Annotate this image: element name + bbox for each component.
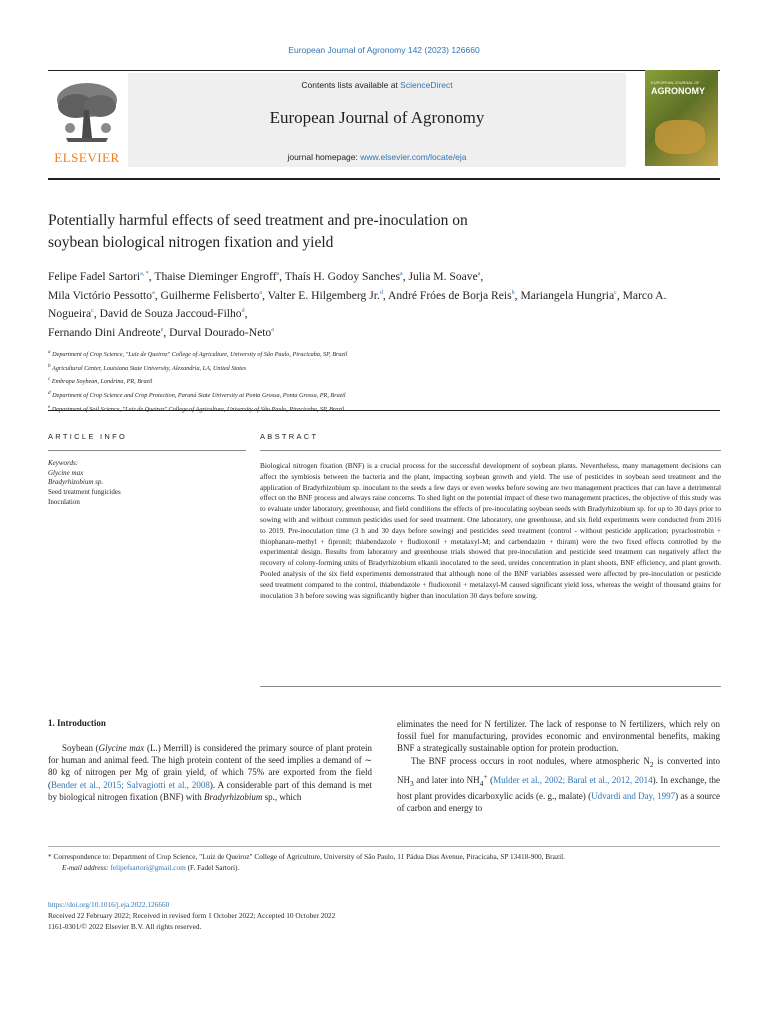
text-run: ) as a source of carbon and energy to	[397, 790, 720, 813]
affiliation-item	[48, 402, 720, 416]
text-run: and later into NH	[413, 774, 480, 785]
author-name[interactable]: David de Souza Jaccoud-Filho	[99, 307, 242, 320]
affiliation-item	[48, 347, 720, 361]
intro-paragraph: eliminates the need for N fertilizer. The lack of response to N fertilizers, which rely on fossil fuel for manufacturing, provides economic and environmental benefits, making BNF a strategically sustainable option for protein production.	[397, 719, 720, 754]
publication-info	[48, 899, 720, 932]
email-link[interactable]: felipefsartori@gmail.com	[110, 862, 186, 872]
author-separator: ,	[93, 307, 100, 320]
email-line	[48, 863, 720, 874]
email-suffix: (F. Fadel Sartori).	[185, 862, 240, 872]
subscript: 2	[649, 759, 654, 769]
elsevier-wordmark: ELSEVIER	[54, 150, 120, 165]
author-affiliation-mark[interactable]: a	[400, 271, 403, 278]
cover-grain-shape	[655, 120, 705, 154]
header-top-rule	[48, 70, 720, 71]
keyword-item: Glycine max	[48, 468, 84, 477]
author-affiliation-mark[interactable]: b	[511, 289, 515, 296]
author-affiliation-mark[interactable]: a	[276, 271, 280, 278]
abstract-rule	[260, 450, 721, 451]
doi-link[interactable]: https://doi.org/10.1016/j.eja.2022.126660	[48, 900, 170, 909]
author-separator: ,	[616, 288, 623, 302]
author-separator: ,	[163, 325, 170, 339]
affiliation-item	[48, 388, 720, 402]
author-affiliation-mark[interactable]: d	[241, 308, 245, 315]
citation-link[interactable]: Udvardi and Day, 1997	[591, 790, 676, 801]
text-run: (L.) Merrill) is considered the primary source of plant protein for human and animal feed. The high protein content of the seed implies a demand of ∼ 80 kg of nitrogen per Mg of grain yield, of which 75% are exported from the field (	[48, 743, 372, 790]
author-name[interactable]: Julia M. Soave	[408, 270, 478, 283]
received-dates: Received 22 February 2022; Received in revised form 1 October 2022; Accepted 10 October 2022	[48, 911, 336, 920]
homepage-line	[128, 152, 626, 162]
correspondence-note: * Correspondence to: Department of Crop Science, "Luiz de Queiroz" College of Agriculture, University of São Paulo, 11 Pádua Dias Avenue, Piracicaba, SP 13418-900, Brazil.	[48, 852, 565, 861]
author-name[interactable]: André Fróes de Borja Reis	[388, 288, 512, 302]
author-separator: ,	[148, 270, 155, 283]
title-line-2: soybean biological nitrogen fixation and yield	[48, 234, 334, 251]
text-run: Soybean (	[62, 743, 99, 753]
author-separator: ,	[382, 288, 388, 302]
genus-name: Bradyrhizobium	[203, 791, 263, 802]
citation-link[interactable]: Mulder et al., 2002; Baral et al., 2012, 2014	[493, 774, 653, 785]
homepage-prefix: journal homepage:	[287, 152, 361, 162]
author-name[interactable]: Thaís H. Godoy Sanches	[284, 270, 401, 283]
article-info-heading: ARTICLE INFO	[48, 432, 128, 441]
author-list	[48, 268, 688, 342]
subscript: 4	[479, 778, 484, 788]
author-name[interactable]: Thaise Dieminger Engroff	[154, 270, 277, 283]
journal-title: European Journal of Agronomy	[269, 108, 485, 127]
intro-paragraph	[397, 755, 720, 814]
intro-right-column	[397, 718, 720, 814]
affiliation-list	[48, 347, 720, 415]
abstract-text: Biological nitrogen fixation (BNF) is a crucial process for the successful development of soybean plants. Nevertheless, many management decisions can affect the symbiosis between the bacteria and the plant, impacting soybean growth and yield. The use of pesticides in soybean seed treatment and the application of Bradyrhizobium sp. inoculant to the seeds a few days or even weeks before sowing are two management practices that can have a detrimental effect on the BNF process and always raise concerns. To shed light on the potential impact of these two management practices, the objective of this study was to evaluate under laboratory, greenhouse, and field conditions the effects of pre-inoculating soybean seeds with Bradyrhizobium sp. for up to 30 days prior to sowing with and without common pesticides used for seed treatment. One laboratory, one greenhouse, and six field experiments were conducted from 2016 to 2019. Pre-inoculation time (3 h and 30 days before sowing) and pesticides seed treatment (control - without pesticide application; pyraclostrobin + thiophanate-methyl + fipronil; thiabendazole + fludioxonil + metalaxyl-M; and carbendazim + thiram) were the two fixed effects controlled by the experimental design. Results from laboratory and greenhouse trials showed that pre-inoculation and pesticide seed treatment can negatively affect the recovery of colony-forming units of Bradyrhizobium elkanii inoculated to the seed, ureides concentration in plant shoots, BNF efficiency, and plant growth. Pooled analysis of the six field experiments demonstrated that although none of the BNF variables assessed were affected by pre-inoculation or pesticide seed treatment compared to the control, thiabendazole + fludioxonil + metalaxyl-M caused significant yield loss, whereas the weight of thousand grains for inoculation 3 h before sowing was significantly higher than inoculation 30 days before sowing.	[260, 461, 721, 600]
affiliation-mark: a	[48, 349, 51, 355]
author-name[interactable]: Guilherme Felisberto	[160, 288, 260, 302]
affiliation-text: Department of Crop Science and Crop Protection, Paraná State University at Ponta Grossa, Ponta Grossa, PR, Brazil	[52, 392, 346, 400]
cover-subtitle: EUROPEAN JOURNAL OF	[651, 80, 700, 85]
keywords-block	[48, 459, 248, 508]
keyword-item: Seed treatment fungicides	[48, 488, 121, 497]
footnote-rule	[48, 846, 720, 847]
author-name[interactable]: Durval Dourado-Neto	[169, 325, 272, 339]
author-separator: ,	[262, 288, 268, 302]
author-separator: ,	[480, 270, 484, 283]
contents-line	[128, 80, 626, 90]
affiliation-mark: d	[48, 389, 51, 396]
affiliation-mark: e	[48, 403, 51, 410]
keyword-text: Bradyrhizobium sp.	[48, 478, 104, 487]
author-name[interactable]: Fernando Dini Andreote	[48, 325, 161, 339]
author-name[interactable]: Mariangela Hungria	[520, 288, 615, 302]
keyword-item	[48, 478, 248, 488]
affiliation-text: Embrapa Soybean, Londrina, PR, Brazil	[51, 378, 153, 386]
author-affiliation-mark[interactable]: d	[379, 289, 383, 296]
text-run: (	[487, 774, 494, 785]
contents-prefix: Contents lists available at	[301, 80, 401, 90]
author-name[interactable]: Marco A. Nogueira	[48, 288, 667, 320]
text-run: sp., which	[262, 791, 302, 802]
footnote	[48, 852, 720, 874]
introduction-heading: 1. Introduction	[48, 718, 106, 728]
author-separator: ,	[244, 307, 248, 320]
journal-reference[interactable]: European Journal of Agronomy 142 (2023) 126660	[288, 45, 480, 55]
author-affiliation-mark[interactable]: c	[91, 308, 94, 315]
intro-paragraph	[48, 742, 372, 803]
author-name[interactable]: Felipe Fadel Sartori	[48, 270, 141, 283]
author-separator: ,	[279, 270, 285, 283]
author-affiliation-mark[interactable]: a	[259, 289, 263, 296]
text-run: is converted into NH	[397, 755, 720, 785]
email-label: E-mail address:	[62, 862, 111, 872]
author-affiliation-mark[interactable]: a, *	[140, 271, 149, 278]
author-affiliation-mark[interactable]: a	[271, 326, 274, 333]
affiliation-text: Department of Crop Science, "Luiz de Queiroz" College of Agriculture, University of São Paulo, Piracicaba, SP, Brazil	[52, 351, 348, 359]
affiliation-text: Department of Soil Science, "Luiz de Queiroz" College of Agriculture, University of São Paulo, Piracicaba, SP, Brazil	[51, 405, 345, 413]
copyright-line: 1161-0301/© 2022 Elsevier B.V. All rights reserved.	[48, 922, 202, 931]
text-run: The BNF process occurs in root nodules, where atmospheric N	[411, 755, 650, 766]
title-line-1: Potentially harmful effects of seed treatment and pre-inoculation on	[48, 212, 468, 229]
superscript: +	[483, 771, 488, 781]
affiliation-mark: c	[48, 376, 51, 383]
subscript: 3	[410, 778, 414, 788]
citation-link[interactable]: Bender et al., 2015; Salvagiotti et al., 2008	[51, 779, 210, 790]
affiliation-item	[48, 374, 720, 388]
author-affiliation-mark[interactable]: c	[614, 289, 617, 296]
cover-title: AGRONOMY	[651, 86, 705, 96]
abstract-bottom-rule	[260, 686, 721, 687]
keyword-item: Inoculation	[48, 497, 80, 506]
header-bottom-rule	[48, 178, 720, 180]
author-separator: ,	[402, 270, 409, 283]
author-name[interactable]: Valter E. Hilgemberg Jr.	[267, 288, 380, 302]
author-affiliation-mark[interactable]: e	[160, 326, 164, 333]
author-separator: ,	[514, 288, 521, 302]
article-title	[48, 210, 648, 254]
author-name[interactable]: Mila Victório Pessotto	[48, 288, 153, 302]
affiliations-rule	[48, 410, 720, 411]
abstract-heading: ABSTRACT	[260, 432, 319, 441]
author-affiliation-mark[interactable]: a	[477, 271, 481, 278]
intro-left-column	[48, 742, 372, 803]
homepage-link[interactable]: www.elsevier.com/locate/eja	[360, 152, 467, 162]
article-info-rule	[48, 450, 246, 451]
author-separator: ,	[154, 288, 161, 302]
affiliation-mark: b	[48, 362, 51, 369]
affiliation-text: Agricultural Center, Louisiana State University, Alexandria, LA, United States	[52, 364, 247, 372]
sciencedirect-link[interactable]: ScienceDirect	[400, 80, 453, 90]
author-affiliation-mark[interactable]: a	[152, 289, 155, 296]
keywords-label: Keywords:	[48, 459, 79, 467]
affiliation-item	[48, 361, 720, 375]
text-run: ). A considerable part of this demand is met by biological nitrogen fixation (BNF) with	[48, 779, 373, 802]
text-run: ). In exchange, the host plant provides dicarboxylic acids (e. g., malate) (	[397, 774, 721, 801]
species-name: Glycine max	[98, 743, 145, 753]
journal-cover-image[interactable]	[645, 70, 718, 166]
